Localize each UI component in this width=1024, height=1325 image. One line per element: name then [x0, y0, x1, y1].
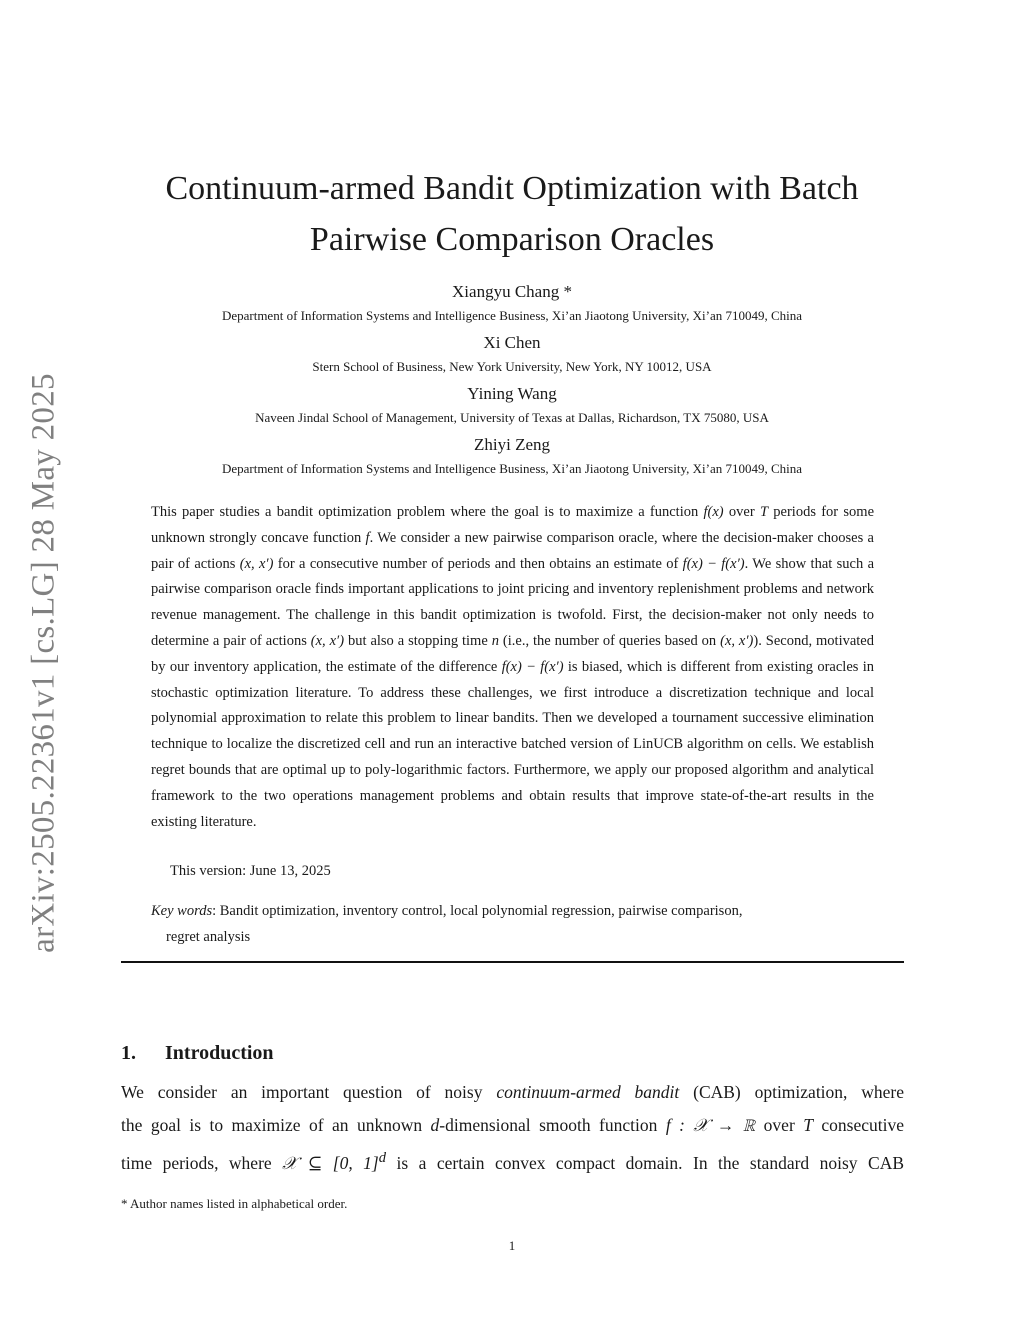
author-block-2: [0, 333, 1024, 376]
abstract: [151, 500, 874, 835]
intro-text: over: [755, 1115, 804, 1135]
math-T: T: [803, 1115, 813, 1135]
abstract-paragraph: [151, 500, 874, 835]
section-number: 1.: [121, 1042, 136, 1064]
author-block-4: [0, 435, 1024, 478]
math-domain: 𝒳 ⊆ [0, 1]: [282, 1152, 379, 1173]
intro-line-2: [121, 1109, 904, 1142]
abstract-text: over: [723, 504, 760, 520]
abstract-text: for a consecutive number of periods and then obtains an estimate of: [273, 555, 683, 572]
intro-text: the goal is to maximize of an unknown: [121, 1115, 431, 1135]
arxiv-identifier: arXiv:2505.22361v1 [cs.LG] 28 May 2025: [25, 373, 62, 953]
math-pair: (x, x′): [239, 555, 274, 572]
author-name: Xiangyu Chang *: [452, 282, 572, 301]
abstract-text: but also a stopping time: [344, 632, 492, 649]
intro-text: We consider an important question of noisy: [121, 1082, 497, 1102]
section-divider: [121, 961, 904, 963]
math-diff: f(x) − f(x′): [682, 555, 745, 572]
math-pair: (x, x′): [310, 632, 345, 649]
math-f: f: [365, 529, 370, 546]
math-diff: f(x) − f(x′): [501, 658, 564, 675]
author-block-3: [0, 384, 1024, 427]
author-block-1: [0, 282, 1024, 325]
intro-text: is a certain convex compact domain. In the standard noisy CAB: [386, 1152, 904, 1173]
abstract-text: (i.e., the number of queries based on: [498, 632, 721, 649]
keywords-text: Bandit optimization, inventory control, local polynomial regression, pairwise comparison,: [216, 903, 743, 919]
intro-paragraph: [121, 1076, 904, 1180]
abstract-text: ). Second, motivated by our inventory application, the estimate of the difference: [151, 632, 874, 675]
title-line-2: Pairwise Comparison Oracles: [309, 221, 715, 258]
math-n: n: [491, 632, 499, 649]
intro-emphasis: continuum-armed bandit: [496, 1082, 680, 1102]
math-T: T: [759, 504, 769, 520]
author-affiliation: Department of Information Systems and Intelligence Business, Xi’an Jiaotong University, Xi’an 710049, China: [221, 308, 803, 323]
abstract-text: is biased, which is different from existing oracles in stochastic optimization literature. To address these challenges, we first introduce a discretization technique and local polynomial approximation to relate this problem to linear bandits. Then we developed a tournament successive elimination technique to localize the discretized cell and run an interactive batched version of LinUCB algorithm on cells. We establish regret bounds that are optimal up to poly-logarithmic factors. Furthermore, we apply our proposed algorithm and analytical framework to the two operations management problems and obtain results that improve state-of-the-art results in the existing literature.: [151, 658, 874, 830]
author-name: Yining Wang: [467, 384, 557, 403]
paper-title: [0, 163, 1024, 265]
abstract-text: . We show that such a pairwise comparison oracle finds important applications to joint pricing and inventory replenishment problems and network revenue management. The challenge in this bandit optimization is twofold. First, the decision-maker not only needs to determine a pair of actions: [151, 555, 875, 649]
author-affiliation: Naveen Jindal School of Management, University of Texas at Dallas, Richardson, TX 75080, USA: [255, 410, 769, 425]
abstract-text: This paper studies a bandit optimization problem where the goal is to maximize a function: [151, 504, 704, 520]
intro-text: time periods, where: [121, 1152, 283, 1173]
title-line-1: Continuum-armed Bandit Optimization with Batch: [165, 170, 859, 207]
intro-line-3: [121, 1142, 904, 1180]
author-affiliation: Stern School of Business, New York University, New York, NY 10012, USA: [312, 359, 712, 374]
keywords-label: Key words: [151, 903, 213, 919]
section-heading: [121, 1042, 274, 1065]
author-name: Zhiyi Zeng: [473, 435, 550, 454]
intro-text: -dimensional smooth function: [439, 1115, 666, 1135]
math-superscript-d: d: [378, 1150, 387, 1166]
math-fx: f(x): [703, 504, 724, 520]
page-number: 1: [508, 1238, 516, 1253]
intro-text: (CAB) optimization, where: [679, 1082, 904, 1102]
abstract-text: . We consider a new pairwise comparison oracle, where the decision-maker chooses a pair of actions: [151, 529, 874, 572]
intro-line-1: [121, 1076, 904, 1109]
footnote: * Author names listed in alphabetical order.: [121, 1196, 348, 1211]
keywords: [151, 898, 874, 950]
math-d: d: [430, 1115, 440, 1135]
keywords-line-2: regret analysis: [166, 929, 251, 945]
author-name: Xi Chen: [483, 333, 541, 352]
section-title: Introduction: [165, 1042, 274, 1064]
version-date: This version: June 13, 2025: [170, 863, 331, 879]
keywords-line-1: Key words: Bandit optimization, inventory control, local polynomial regression, pairwise comparison,: [151, 903, 743, 919]
abstract-text: periods for some unknown strongly concave function: [151, 504, 875, 546]
math-function-map: f : 𝒳 → ℝ: [665, 1115, 756, 1135]
author-affiliation: Department of Information Systems and Intelligence Business, Xi’an Jiaotong University, Xi’an 710049, China: [221, 461, 803, 476]
math-pair: (x, x′): [720, 632, 754, 649]
intro-text: consecutive: [812, 1115, 904, 1135]
